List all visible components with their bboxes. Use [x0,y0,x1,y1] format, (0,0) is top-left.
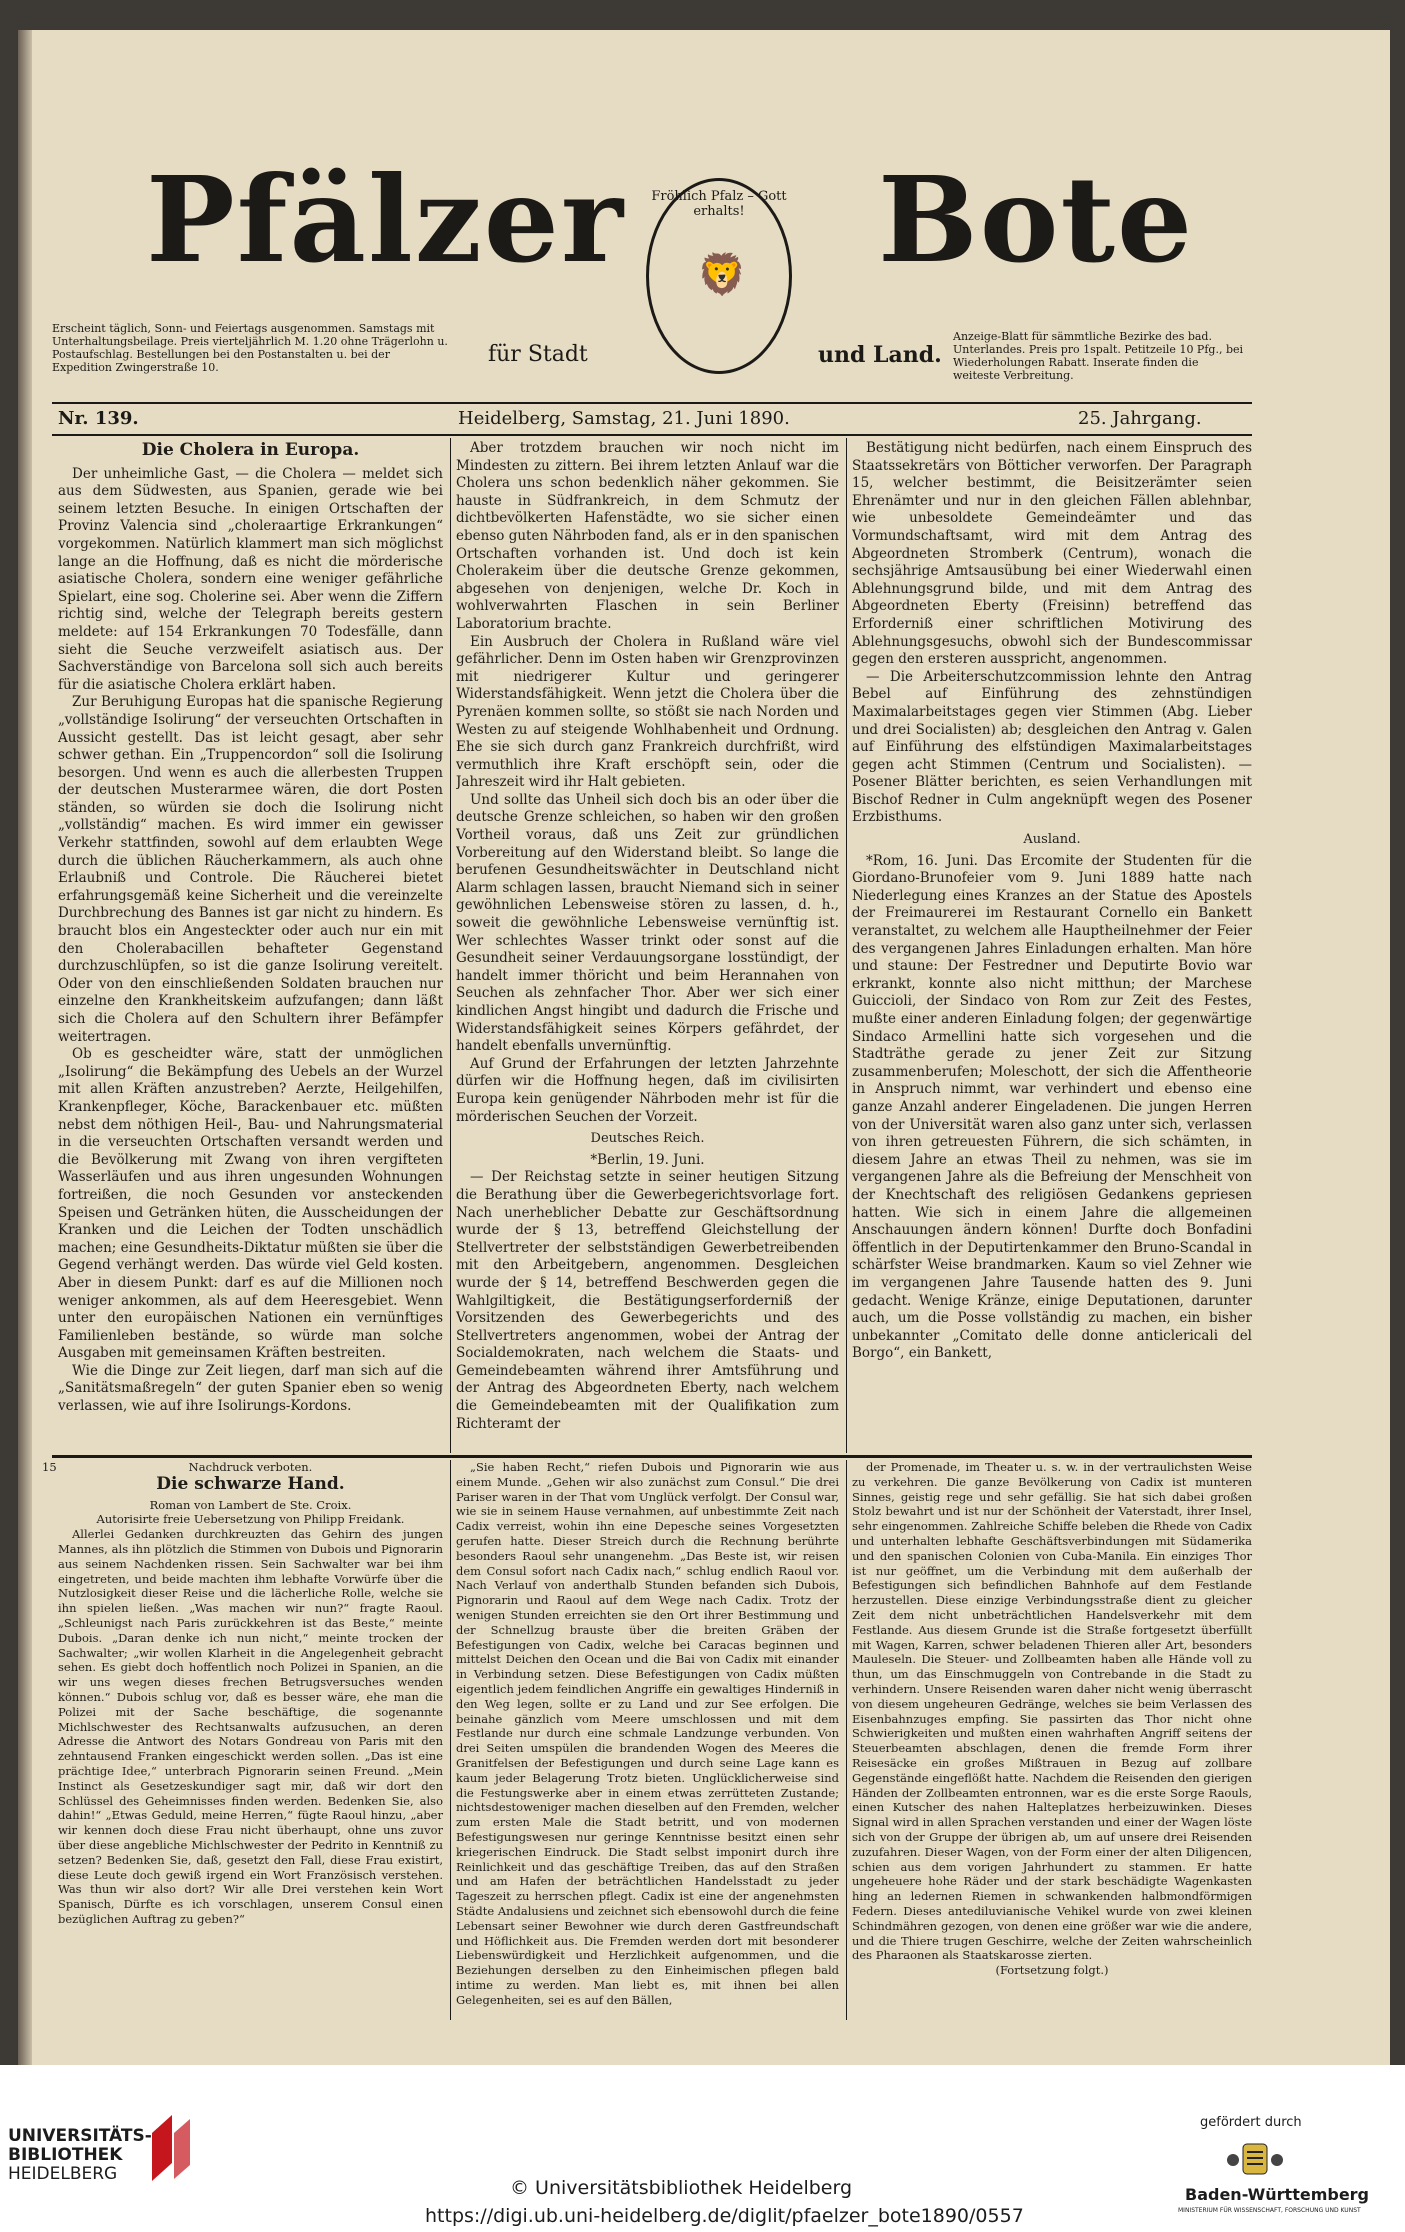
library-name-1: UNIVERSITÄTS- [8,2126,152,2146]
library-logo-icon [150,2113,192,2183]
issue-number: Nr. 139. [58,408,139,429]
lion-icon: 🦁 [697,252,747,298]
funding-label: gefördert durch [1200,2115,1302,2130]
section-heading-ausland: Ausland. [1023,832,1081,848]
paragraph: Ob es gescheidter wäre, statt der unmöglichen „Isolirung“ die Bekämpfung des Uebels an der Wurzel mit allen Kräften anzustreben? Aerzte, Heilgehilfen, Krankenpfleger, Köche, Barackenbauer etc. müßten nebst dem nöthigen Heil-, Bau- und Nahrungsmaterial in die verseuchten Ortschaften versandt werden und die Bevölkerung mit Zwang von ihren vergifteten Wasserläufen und aus ihren ungesunden Wohnungen fortreißen, die noch Gesunden vor ansteckenden Speisen und Getränken hüten, die Ausscheidungen der Kranken und die Leichen der Todten unschädlich machen; eine Gesundheits-Diktatur müßten sie über die Gegend verhängt werden. Das würde viel Geld kosten. Aber in diesem Punkt: darf es auf die Millionen noch weniger ankommen, als auf dem Heeresgebiet. Wenn unter den europäischen Nationen ein vernünftiges Familienleben bestände, so würde man solche Ausgaben mit gemeinsamen Kräften bestreiten. [58,1046,443,1362]
article-title: Die Cholera in Europa. [141,440,360,460]
paragraph: Ein Ausbruch der Cholera in Rußland wäre viel gefährlicher. Denn im Osten haben wir Grenzprovinzen mit niedrigerer Kultur und geringerer Widerstandsfähigkeit. Wenn jetzt die Cholera über die Pyrenäen kommen sollte, so stößt sie nach Norden und Westen zu auf steigende Wohlhabenheit und Ordnung. Ehe sie sich durch ganz Frankreich durchfrißt, wird vermuthlich ihre Kraft erschöpft sein, oder die Jahreszeit wird ihr Halt gebieten. [456,633,839,791]
feuilleton-translator: Autorisirte freie Uebersetzung von Philipp Freidank. [96,1512,405,1527]
paragraph: Aber trotzdem brauchen wir noch nicht im Mindesten zu zittern. Bei ihrem letzten Anlauf war die Cholera uns schon bedenklich näher gekommen. Sie hauste in Südfrankreich, in dem Schmutz der dichtbevölkerten Hafenstädte, wo sie sicher einen ebenso guten Nährboden fand, als er in den spanischen Ortschaften vorhanden ist. Und doch ist kein Cholerakeim über die deutsche Grenze gekommen, abgesehen von denjenigen, welche Dr. Koch in wohlverwahrten Flaschen in sein Berliner Laboratorium brachte. [456,440,839,632]
paragraph: Und sollte das Unheil sich doch bis an oder über die deutsche Grenze schleichen, so haben wir den großen Vortheil voraus, daß uns Zeit zur gründlichen Vorbereitung auf den Widerstand bleibt. So lange die berufenen Gesundheitswächter in Deutschland nicht Alarm schlagen lassen, braucht Niemand sich in seiner gewöhnlichen Lebensweise stören zu lassen, d. h., soweit die gewöhnliche Lebensweise vernünftig ist. Wer schlechtes Wasser trinkt oder sonst auf die Gesundheit seiner Verdauungsorgane losstündigt, der handelt immer thöricht und beim Herannahen von Seuchen als zehnfacher Thor. Aber wer sich einer kindlichen Angst hingibt und dadurch die Frische und Widerstandsfähigkeit seines Körpers gefährdet, der handelt ebenfalls unvernünftig. [456,791,839,1055]
feuilleton-rule [52,1455,1252,1458]
column-rule-2 [846,438,847,1453]
masthead-seal [646,178,792,374]
masthead-sub-right: und Land. [818,342,942,368]
article-cholera-continued [456,440,839,1450]
masthead-sub-left: für Stadt [488,342,588,367]
feuilleton-subtitle: Roman von Lambert de Ste. Croix. [149,1497,352,1512]
coat-of-arms-icon [1225,2140,1285,2180]
column-rule-1 [450,438,451,1453]
reprint-notice: Nachdruck verboten. [188,1460,313,1474]
dateline-rule-top [52,402,1252,404]
continued-notice: (Fortsetzung folgt.) [995,1963,1109,1978]
paragraph: „Sie haben Recht,“ riefen Dubois und Pignorarin wie aus einem Munde. „Gehen wir also zunächst zum Consul.“ Die drei Pariser waren in der That vom Unglück verfolgt. Der Consul war, wie sie in seinem Hause vernahmen, auf unbestimmte Zeit nach Cadix verreist, wohin ihn eine Depesche seines Vorgesetzten gerufen hatte. Dieser Streich durch die Rechnung berührte besonders Raoul sehr unangenehm. „Das Beste ist, wir reisen dem Consul sofort nach Cadix nach,“ schlug endlich Raoul vor. Nach Verlauf von anderthalb Stunden befanden sich Dubois, Pignorarin und Raoul auf dem Wege nach Cadix. Trotz der wenigen Stunden erreichten sie den Ort ihrer Bestimmung und der Schnellzug brauste über die breiten Gräben der Befestigungen von Cadix, welche bei Caracas beginnen und mittelst Deichen den Ocean und die Bai von Cadix mit einander in Verbindung setzen. Diese Befestigungen von Cadix müßten eigentlich jedem feindlichen Angriffe ein gewaltiges Hinderniß in den Weg legen, sollte er zu Land und zur See erfolgen. Die beinahe gänzlich vom Meere umschlossen und mit dem Festlande nur durch eine schmale Landzunge verbunden. Von drei Seiten umspülen die brandenden Wogen des Meeres die Granitfelsen der Befestigungen und durch seine Lage kann es kaum jeder Belagerung Trotz bieten. Unglücklicherweise sind die Festungswerke aber in einem etwas zerrütteten Zustande; nichtsdestoweniger machen dieselben auf den Fremden, welcher zum ersten Male die Stadt betritt, und von modernen Befestigungswesen nur geringe Kenntnisse besitzt einen sehr kriegerischen Eindruck. Die Stadt selbst imponirt durch ihre Reinlichkeit und das geschäftige Treiben, das auf den Straßen und am Hafen der beträchtlichen Handelsstadt zu jeder Tageszeit zu herrschen pflegt. Cadix ist eine der angenehmsten Städte Andalusiens und zeichnet sich ebensowohl durch die feine Lebensart seiner Bewohner wie durch deren Gastfreundschaft und Höflichkeit aus. Die Fremden werden dort mit besonderer Liebenswürdigkeit und Herzlichkeit aufgenommen, und die Beziehungen derselben zu den Einheimischen pflegen bald intime zu werden. Man liebt es, mit ihnen bei allen Gelegenheiten, sei es auf den Bällen, [456,1460,839,2007]
paragraph: Bestätigung nicht bedürfen, nach einem Einspruch des Staatssekretärs von Bötticher verworfen. Der Paragraph 15, welcher bestimmt, die Beisitzerämter seien Ehrenämter und nur in den gleichen Fällen ablehnbar, wie unbesoldete Gemeindeämter und das Vormundschaftsamt, wird mit dem Antrag des Abgeordneten Stromberk (Centrum), wonach die sechsjährige Amtsausübung bei einer Wiederwahl einen Ablehnungsgrund bilde, und mit dem Antrag des Abgeordneten Eberty (Freisinn) betreffend das Erforderniß einer schriftlichen Motivirung des Ablehnungsgesuchs, obwohl sich der Bundescommissar gegen den ersteren ausspricht, angenommen. [852,440,1252,668]
paragraph: Auf Grund der Erfahrungen der letzten Jahrzehnte dürfen wir die Hoffnung hegen, daß im civilisirten Europa kein genügender Nährboden mehr ist für die mörderischen Seuchen der Vorzeit. [456,1055,839,1125]
library-name-2: BIBLIOTHEK [8,2145,123,2165]
dateline-berlin: *Berlin, 19. Juni. [590,1151,705,1168]
funder-name: Baden-Württemberg [1185,2185,1370,2204]
library-name-3: HEIDELBERG [8,2164,118,2184]
library-footer [0,2065,1405,2232]
copyright-text: © Universitätsbibliothek Heidelberg [510,2177,853,2199]
article-cholera [58,440,443,1450]
ministry-name: MINISTERIUM FÜR WISSENSCHAFT, FORSCHUNG UND KUNST [1178,2207,1361,2214]
masthead-left: Pfälzer [146,150,626,289]
paragraph: Zur Beruhigung Europas hat die spanische Regierung „vollständige Isolirung“ der verseuchten Ortschaften in Aussicht gestellt. Das ist leicht gesagt, aber sehr schwer gethan. Ein „Truppencordon“ soll die Isolirung besorgen. Und wenn es auch die allerbesten Truppen der deutschen Musterarmee wären, die dort Posten ständen, so würden sie doch die Isolirung nicht „vollständig“ machen. Es wird immer ein gewisser Verkehr stattfinden, sowohl auf dem erlaubten Wege durch die üblichen Räucherkammern, als auch ohne Erlaubniß und Controle. Die Räucherei bietet erfahrungsgemäß keine Sicherheit und die vereinzelte Durchbrechung des Bannes ist gar nicht zu hindern. Es braucht blos ein Angesteckter oder auch nur ein mit den Cholerabacillen behafteter Gegenstand durchzuschlüpfen, so ist die ganze Isolirung vereitelt. Oder von den einschließenden Soldaten brauchen nur einzelne den Krankheitskeim aufzufangen; dann läßt sich die Cholera auf den Schultern ihrer Befämpfer weitertragen. [58,694,443,1045]
dateline-rule-bottom [52,434,1252,436]
permalink[interactable]: https://digi.ub.uni-heidelberg.de/diglit/pfaelzer_bote1890/0557 [425,2205,1024,2227]
article-reichstag [852,440,1252,1450]
page-marker: 15 [42,1460,57,1474]
subscription-notice: Erscheint täglich, Sonn- und Feiertags ausgenommen. Samstags mit Unterhaltungsbeilage. Preis vierteljährlich M. 1.20 ohne Trägerlohn u. Postaufschlag. Bestellungen bei den Postanstalten u. bei der Expedition Zwingerstraße 10. [52,322,448,374]
paragraph: Wie die Dinge zur Zeit liegen, darf man sich auf die „Sanitätsmaßregeln“ der guten Spanier eben so wenig verlassen, wie auf ihre Isolirungs-Kordons. [58,1362,443,1415]
volume: 25. Jahrgang. [1078,408,1202,429]
paragraph: *Rom, 16. Juni. Das Ercomite der Studenten für die Giordano-Brunofeier vom 9. Juni 1889 hatte nach Niederlegung eines Kranzes an der Statue des Apostels der Freimaurerei im Restaurant Cornello ein Bankett veranstaltet, zu welchem alle Hauptheilnehmer der Feier des vergangenen Jahres Einladungen erhalten. Man höre und staune: Der Festredner und Deputirte Bovio war erkrankt, konnte also nicht mitthun; der Marchese Guiccioli, der Sindaco von Rom zur Zeit des Festes, mußte einer anderen Einladung folgen; der gegenwärtige Sindaco Armellini hatte sich vorgesehen und die Stadträthe gerade zu jener Zeit zur Sitzung zusammenberufen; Moleschott, der sich die Affentheorie in Anspruch nimmt, war verhindert und ebenso eine ganze Anzahl anderer Eingeladenen. Die jungen Herren von der Universität waren also ganz unter sich, verlassen von ihren getreuesten Führern, die sich schämten, in diesem Jahre an etwas Theil zu nehmen, was sie im vergangenen Jahre als die Befreiung der Menschheit von der Knechtschaft des religiösen Gedankens gepriesen hatten. Wie sich in einem Jahre die allgemeinen Anschauungen ändern können! Durfte doch Bonfadini öffentlich in der Deputirtenkammer den Bruno-Scandal in schärfster Weise brandmarken. Kaum so viel Zehner wie im vergangenen Jahre Tausende hatten des 9. Juni gedacht. Wenige Kränze, einige Deputationen, darunter auch, um die Posse vollständig zu machen, ein bisher unbekannter „Comitato delle donne anticlericali del Borgo“, ein Bankett, [852,852,1252,1362]
feuilleton-rule-2 [846,1460,847,2020]
paragraph: der Promenade, im Theater u. s. w. in der vertraulichsten Weise zu verkehren. Die ganze Bevölkerung von Cadix ist munteren Sinnes, geistig rege und sehr gefällig. Sie hat sich dabei großen Stolz bewahrt und ist nur der Schönheit der Vaterstadt, ihrer Insel, sehr eingenommen. Zahlreiche Schiffe beleben die Rhede von Cadix und unterhalten lebhafte Geschäftsverbindungen mit Südamerika und den spanischen Colonien von Cuba-Manila. Ein einziges Thor ist nur geöffnet, um die Verbindung mit dem außerhalb der Befestigungen sich befindlichen Bahnhofe auf dem Festlande herzustellen. Diese einzige Verbindungsstraße dient zu gleicher Zeit dem nicht unbeträchtlichen Handelsverkehr mit dem Festlande. Aus diesem Grunde ist die Straße fortgesetzt überfüllt mit Wagen, Karren, schwer beladenen Thieren aller Art, besonders Mauleseln. Die Steuer- und Zollbeamten haben alle Hände voll zu thun, um das Einschmuggeln von Contrebande in die Stadt zu verhindern. Unsere Reisenden waren daher nicht wenig überrascht von diesem ungeheuren Gedränge, welches sie beim Verlassen des Eisenbahnzuges empfing. Sie passirten das Thor nicht ohne Schwierigkeiten und mußten einen wahrhaften Angriff seitens der Steuerbeamten abschlagen, denen die fremde Form ihrer Reisesäcke ein großes Mißtrauen in Bezug auf zollbare Gegenstände eingeflößt hatte. Nachdem die Reisenden den gierigen Händen der Zollbeamten entronnen, war es die erste Sorge Raouls, einen Kutscher des nahen Halteplatzes herbeizuwinken. Dieses Signal wird in allen Sprachen verstanden und einer der Wagen löste sich von der Gruppe der übrigen ab, um auf unsere drei Reisenden zuzufahren. Dieser Wagen, von der Form einer der alten Diligencen, schien aus dem vorigen Jahrhundert zu stammen. Er hatte ungeheuere hohe Räder und der stark beschädigte Wagenkasten hing an ledernen Riemen in schwankenden halbmondförmigen Federn. Dieses antediluvianische Vehikel wurde von zwei kleinen Schindmähren gezogen, von denen eine größer war wie die andere, und die Thiere trugen Geschirre, welche der Zeiten wahrscheinlich des Pharaonen als Staatskarosse zierten. [852,1460,1252,1963]
advertising-notice: Anzeige-Blatt für sämmtliche Bezirke des bad. Unterlandes. Preis pro 1spalt. Petitzeile 10 Pfg., bei Wiederholungen Rabatt. Inserate finden die weiteste Verbreitung. [953,330,1244,382]
page-spine [18,30,32,2065]
paragraph: — Die Arbeiterschutzcommission lehnte den Antrag Bebel auf Einführung des zehnstündigen Maximalarbeitstages gegen vier Stimmen (Abg. Lieber und drei Socialisten) ab; desgleichen den Antrag v. Galen auf Einführung des elfstündigen Maximalarbeitstages gegen acht Stimmen (Centrum und Socialisten). — Posener Blätter berichten, es seien Verhandlungen mit Bischof Redner in Culm angeknüpft wegen des Posener Erzbisthums. [852,668,1252,826]
feuilleton-col-b [456,1460,839,2020]
paragraph: — Der Reichstag setzte in seiner heutigen Sitzung die Berathung über die Gewerbegerichtsvorlage fort. Nach unerheblicher Debatte zur Geschäftsordnung wurde der § 13, betreffend Gleichstellung der Stellvertreter der selbstständigen Gewerbetreibenden mit den Arbeitgebern, angenommen. Desgleichen wurde der § 14, betreffend Beschwerden gegen die Wahlgiltigkeit, die Bestätigungserforderniß der Vorsitzenden des Gewerbegerichts und des Stellvertreters angenommen, wobei der Antrag der Socialdemokraten, nach welchem die Staats- und Gemeindebeamten während ihrer Amtsführung und der Antrag des Abgeordneten Eberty, nach welchem die Gemeindebeamten mit der Qualifikation zum Richteramt der [456,1169,839,1432]
date-line: Heidelberg, Samstag, 21. Juni 1890. [458,408,790,429]
feuilleton-col-a [58,1460,443,2020]
feuilleton-col-c [852,1460,1252,2020]
paragraph: Der unheimliche Gast, — die Cholera — meldet sich aus dem Südwesten, aus Spanien, gerade wie bei seinem letzten Besuche. In einigen Ortschaften der Provinz Valencia sind „choleraartige Erkrankungen“ vorgekommen. Natürlich klammert man sich möglichst lange an die Hoffnung, daß es nicht die mörderische asiatische Cholera, sondern eine weniger gefährliche Spielart, eine sog. Cholerine sei. Aber wenn die Ziffern richtig sind, welche der Telegraph bereits gestern meldete: auf 154 Erkrankungen 70 Todesfälle, dann sieht die Seuche verzweifelt asiatisch aus. Der Sachverständige von Barcelona soll sich auch bereits für die asiatische Cholera erklärt haben. [58,465,443,693]
section-heading-reich: Deutsches Reich. [590,1131,705,1147]
seal-text: Fröhlich Pfalz – Gott erhalts! [651,189,787,219]
feuilleton-title: Die schwarze Hand. [156,1473,345,1494]
masthead-right: Bote [878,150,1195,289]
feuilleton-rule-1 [450,1460,451,2020]
paragraph: Allerlei Gedanken durchkreuzten das Gehirn des jungen Mannes, als ihn plötzlich die Stimmen von Dubois und Pignorarin aus seinem Nachdenken rissen. Sein Sachwalter war bei ihm eingetreten, und beide machten ihm lebhafte Vorwürfe über die Nutzlosigkeit dieser Reise und die lächerliche Rolle, welche sie ihn spielen ließen. „Was machen wir nun?“ fragte Raoul. „Schleunigst nach Paris zurückkehren ist das Beste,“ meinte Dubois. „Daran denke ich nun nicht,“ meinte trocken der Sachwalter; „wir wollen Klarheit in die Angelegenheit gebracht sehen. Es giebt doch hoffentlich noch Polizei in Spanien, an die wir uns wegen dieses frechen Betrugsversuches wenden können.“ Dubois schlug vor, daß es besser wäre, ehe man die Polizei mit der Sache beschäftige, die sogenannte Michlschwester des Rechtsanwalts aufzusuchen, an deren Adresse die Antwort des Notars Gondreau von Paris mit den zehntausend Franken eingeschickt werden sollen. „Das ist eine prächtige Idee,“ unterbrach Pignorarin seinen Freund. „Mein Instinct als Gesetzeskundiger sagt mir, daß wir dort den Schlüssel des Geheimnisses finden werden. Bedenken Sie, also dahin!“ „Etwas Geduld, meine Herren,“ fügte Raoul hinzu, „aber wir kennen doch diese Frau nicht überhaupt, ohne uns zuvor über diese angebliche Michlschwester der Pedrito in Kenntniß zu setzen? Bedenken Sie, daß, gesetzt den Fall, diese Frau existirt, diese Leute doch gewiß irgend ein Wort Französisch verstehen. Was thun wir also dort? Wir alle Drei verstehen kein Wort Spanisch, Dürfte es ich vorschlagen, unserem Consul einen bezüglichen Auftrag zu geben?“ [58,1527,443,1926]
newspaper-page [18,30,1390,2065]
